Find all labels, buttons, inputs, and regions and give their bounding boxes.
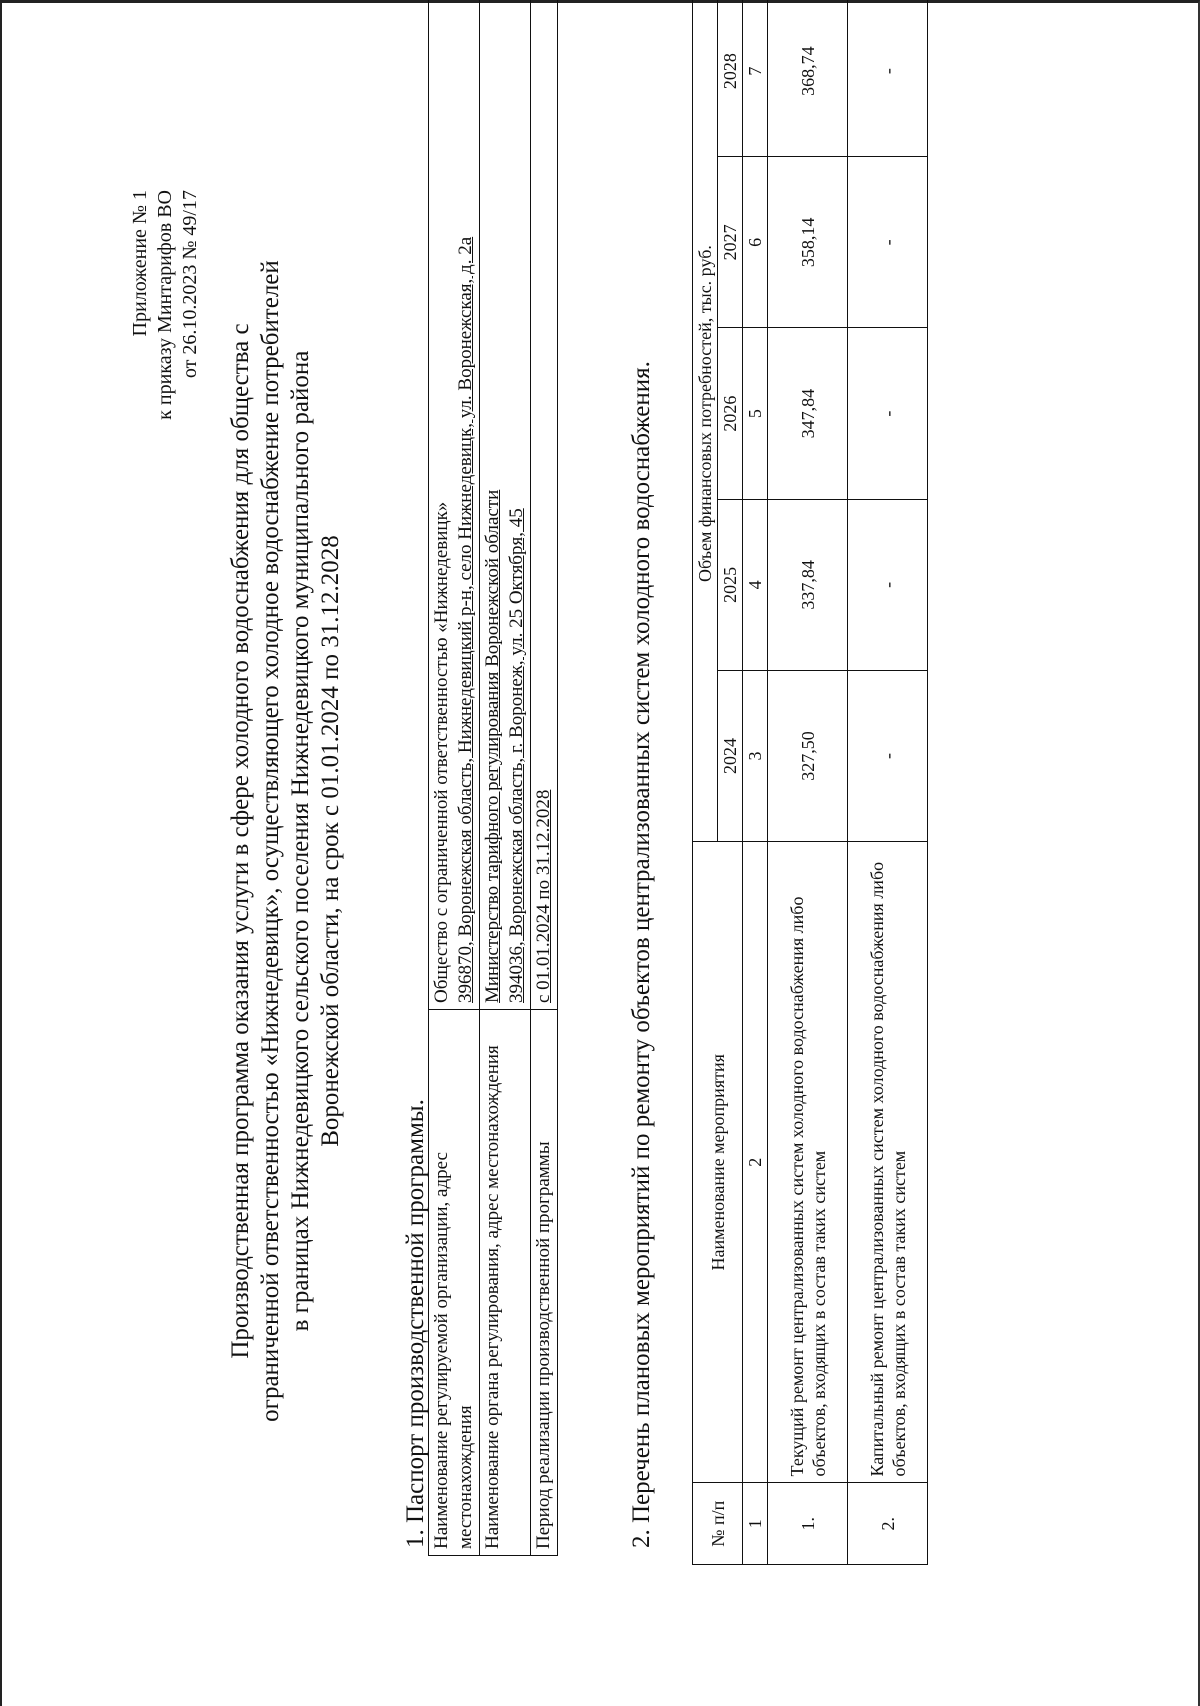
row-number: 2. [848, 1483, 928, 1565]
title-line-3: в границах Нижнедевицкого сельского поселения Нижнедевицкого муниципального района [287, 350, 314, 1332]
measure-name: Капитальный ремонт централизованных систем холодного водоснабжения либо объектов, входящих в состав таких систем [848, 842, 928, 1483]
value-cell: - [848, 499, 928, 670]
index-cell: 1 [743, 1483, 768, 1565]
passport-table [428, 0, 558, 1556]
column-header-name: Наименование мероприятия [693, 842, 743, 1483]
appendix-line-3: от 26.10.2023 № 49/17 [179, 190, 201, 379]
value-cell: 347,84 [768, 328, 848, 499]
index-cell: 2 [743, 842, 768, 1483]
value-cell: 358,14 [768, 157, 848, 328]
column-header-year: 2027 [718, 157, 743, 328]
table-row [480, 0, 531, 1556]
index-cell: 3 [743, 670, 768, 841]
section2-heading: 2. Перечень плановых мероприятий по ремонту объектов централизованных систем холодного водоснабжения. [628, 361, 655, 1548]
table-row [848, 0, 928, 1565]
index-cell: 5 [743, 328, 768, 499]
passport-label: Наименование органа регулирования, адрес местонахождения [480, 1010, 531, 1556]
column-header-year: 2028 [718, 0, 743, 157]
value-cell: 327,50 [768, 670, 848, 841]
row-number: 1. [768, 1483, 848, 1565]
measure-name: Текущий ремонт централизованных систем холодного водоснабжения либо объектов, входящих в состав таких систем [768, 842, 848, 1483]
column-header-group: Объем финансовых потребностей, тыс. руб. [693, 0, 718, 842]
passport-value [531, 0, 558, 1010]
measures-table [692, 0, 928, 1565]
index-cell: 7 [743, 0, 768, 157]
section1-heading: 1. Паспорт производственной программы. [402, 1099, 429, 1548]
column-header-year: 2025 [718, 499, 743, 670]
column-header-number: № п/п [693, 1483, 743, 1565]
document-title [226, 186, 346, 1496]
index-cell: 4 [743, 499, 768, 670]
table-row [531, 0, 558, 1556]
table-header-row [693, 0, 718, 1565]
column-header-year: 2026 [718, 328, 743, 499]
title-line-2: ограниченной ответственностью «Нижнедевицк», осуществляющего холодное водоснабжение потребителей [257, 260, 284, 1422]
value-cell: - [848, 328, 928, 499]
table-row [429, 0, 480, 1556]
value-cell: 368,74 [768, 0, 848, 157]
index-cell: 6 [743, 157, 768, 328]
appendix-line-1: Приложение № 1 [129, 190, 151, 337]
passport-value-line: Общество с ограниченной ответственностью «Нижнедевицк» [431, 501, 452, 1003]
appendix-line-2: к приказу Минтарифов ВО [154, 190, 176, 420]
title-line-4: Воронежской области, на срок с 01.01.2024 по 31.12.2028 [317, 535, 344, 1147]
passport-value-line: 396870, Воронежская область, Нижнедевицкий р-н, село Нижнедевицк, ул. Воронежская, д. 2а [455, 236, 476, 1003]
passport-value [429, 0, 480, 1010]
passport-label: Период реализации производственной программы [531, 1010, 558, 1556]
table-index-row [743, 0, 768, 1565]
appendix-note [128, 190, 203, 420]
passport-value-line: 394036, Воронежская область, г. Воронеж, ул. 25 Октября, 45 [506, 508, 527, 1003]
value-cell: - [848, 670, 928, 841]
value-cell: 337,84 [768, 499, 848, 670]
value-cell: - [848, 157, 928, 328]
passport-value-line: с 01.01.2024 по 31.12.2028 [533, 789, 554, 1003]
table-row [768, 0, 848, 1565]
passport-label: Наименование регулируемой организации, адрес местонахождения [429, 1010, 480, 1556]
passport-value [480, 0, 531, 1010]
value-cell: - [848, 0, 928, 157]
title-line-1: Производственная программа оказания услуги в сфере холодного водоснабжения для общества с [227, 323, 254, 1359]
passport-value-line: Министерство тарифного регулирования Воронежской области [482, 489, 503, 1003]
column-header-year: 2024 [718, 670, 743, 841]
